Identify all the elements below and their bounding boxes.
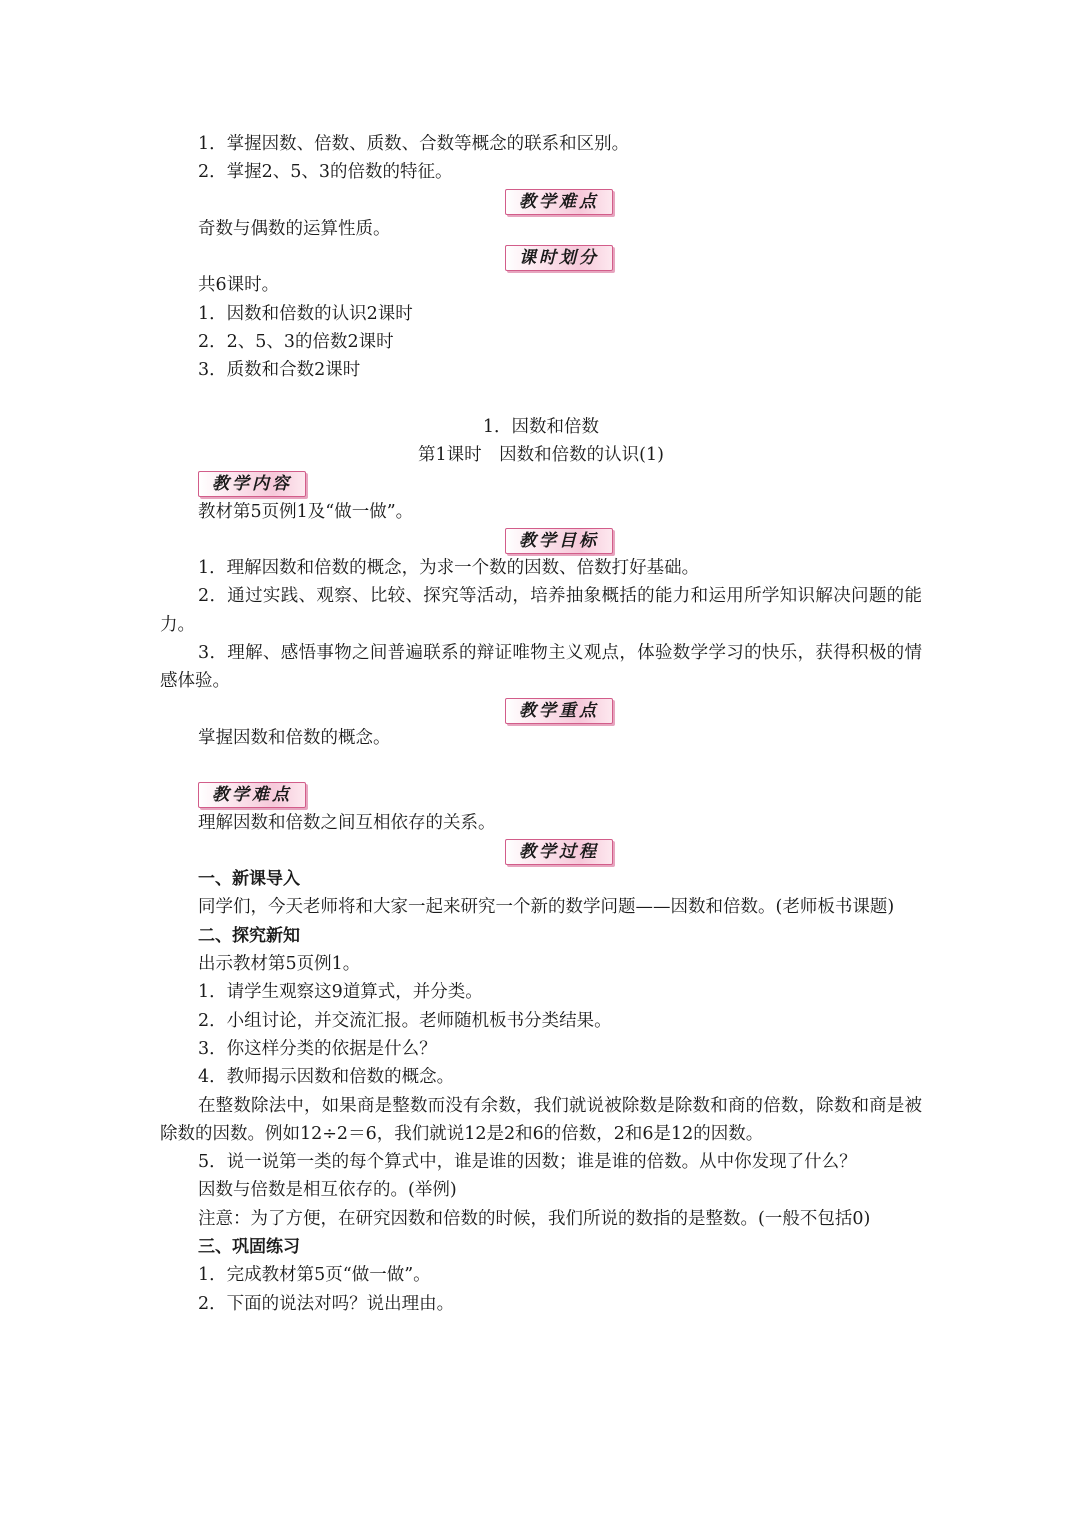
part2-step-3: 3．你这样分类的依据是什么？ <box>198 1038 437 1059</box>
schedule-item-1: 1．因数和倍数的认识2课时 <box>198 303 413 324</box>
part2-step-5: 5．说一说第一类的每个算式中，谁是谁的因数；谁是谁的倍数。从中你发现了什么？ <box>198 1152 857 1173</box>
content-text: 教材第5页例1及“做一做”。 <box>198 501 414 522</box>
goal-item-1: 1．理解因数和倍数的概念，为求一个数的因数、倍数打好基础。 <box>198 558 700 579</box>
part2-heading: 二、探究新知 <box>198 925 300 946</box>
difficulty-heading-row <box>160 187 922 215</box>
difficulty-2-badge: 教学难点 <box>198 782 306 808</box>
part1-heading: 一、新课导入 <box>198 869 300 890</box>
schedule-badge: 课时划分 <box>505 245 613 271</box>
schedule-total: 共6课时。 <box>198 275 280 296</box>
process-badge: 教学过程 <box>505 839 613 865</box>
process-heading-row <box>160 837 922 865</box>
part3-step-1: 1．完成教材第5页“做一做”。 <box>198 1265 431 1286</box>
part1-text: 同学们，今天老师将和大家一起来研究一个新的数学问题——因数和倍数。(老师板书课题) <box>198 897 895 918</box>
part2-intro: 出示教材第5页例1。 <box>198 954 361 975</box>
lesson-title: 第1课时 因数和倍数的认识(1) <box>418 444 664 465</box>
spacer <box>160 752 922 780</box>
part2-step-1: 1．请学生观察这9道算式，并分类。 <box>198 982 483 1003</box>
difficulty-2-text: 理解因数和倍数之间互相依存的关系。 <box>198 812 496 833</box>
attention-text: 注意：为了方便，在研究因数和倍数的时候，我们所说的数指的是整数。(一般不包括0) <box>198 1208 871 1229</box>
part3-step-2: 2．下面的说法对吗？说出理由。 <box>198 1293 455 1314</box>
goal-item-2: 2．通过实践、观察、比较、探究等活动，培养抽象概括的能力和运用所学知识解决问题的能力。 <box>160 586 922 635</box>
schedule-heading-row <box>160 243 922 271</box>
difficulty-badge: 教学难点 <box>505 189 613 215</box>
schedule-item-3: 3．质数和合数2课时 <box>198 360 361 381</box>
content-heading-row <box>160 469 922 497</box>
difficulty-2-heading-row <box>160 780 922 808</box>
lesson-plan-content <box>160 130 922 1318</box>
spacer <box>160 385 922 413</box>
objective-item-1: 1．掌握因数、倍数、质数、合数等概念的联系和区别。 <box>198 134 630 154</box>
goals-heading-row <box>160 526 922 554</box>
objective-item-2: 2．掌握2、5、3的倍数的特征。 <box>198 162 453 183</box>
part2-step-4: 4．教师揭示因数和倍数的概念。 <box>198 1067 455 1088</box>
part2-step-5-note: 因数与倍数是相互依存的。(举例) <box>198 1180 457 1201</box>
part3-heading: 三、巩固练习 <box>198 1236 300 1257</box>
key-points-badge: 教学重点 <box>505 698 613 724</box>
content-badge: 教学内容 <box>198 471 306 497</box>
goal-item-3: 3．理解、感悟事物之间普遍联系的辩证唯物主义观点，体验数学学习的快乐，获得积极的情感体验。 <box>160 643 922 692</box>
goals-badge: 教学目标 <box>505 528 613 554</box>
part2-step-2: 2．小组讨论，并交流汇报。老师随机板书分类结果。 <box>198 1010 612 1031</box>
schedule-item-2: 2．2、5、3的倍数2课时 <box>198 332 394 353</box>
key-points-text: 掌握因数和倍数的概念。 <box>198 727 391 748</box>
difficulty-text: 奇数与偶数的运算性质。 <box>198 218 391 239</box>
section-title: 1．因数和倍数 <box>482 416 600 437</box>
definition-text: 在整数除法中，如果商是整数而没有余数，我们就说被除数是除数和商的倍数，除数和商是被除数的因数。例如12÷2＝6，我们就说12是2和6的倍数，2和6是12的因数。 <box>160 1095 922 1144</box>
key-points-heading-row <box>160 696 922 724</box>
